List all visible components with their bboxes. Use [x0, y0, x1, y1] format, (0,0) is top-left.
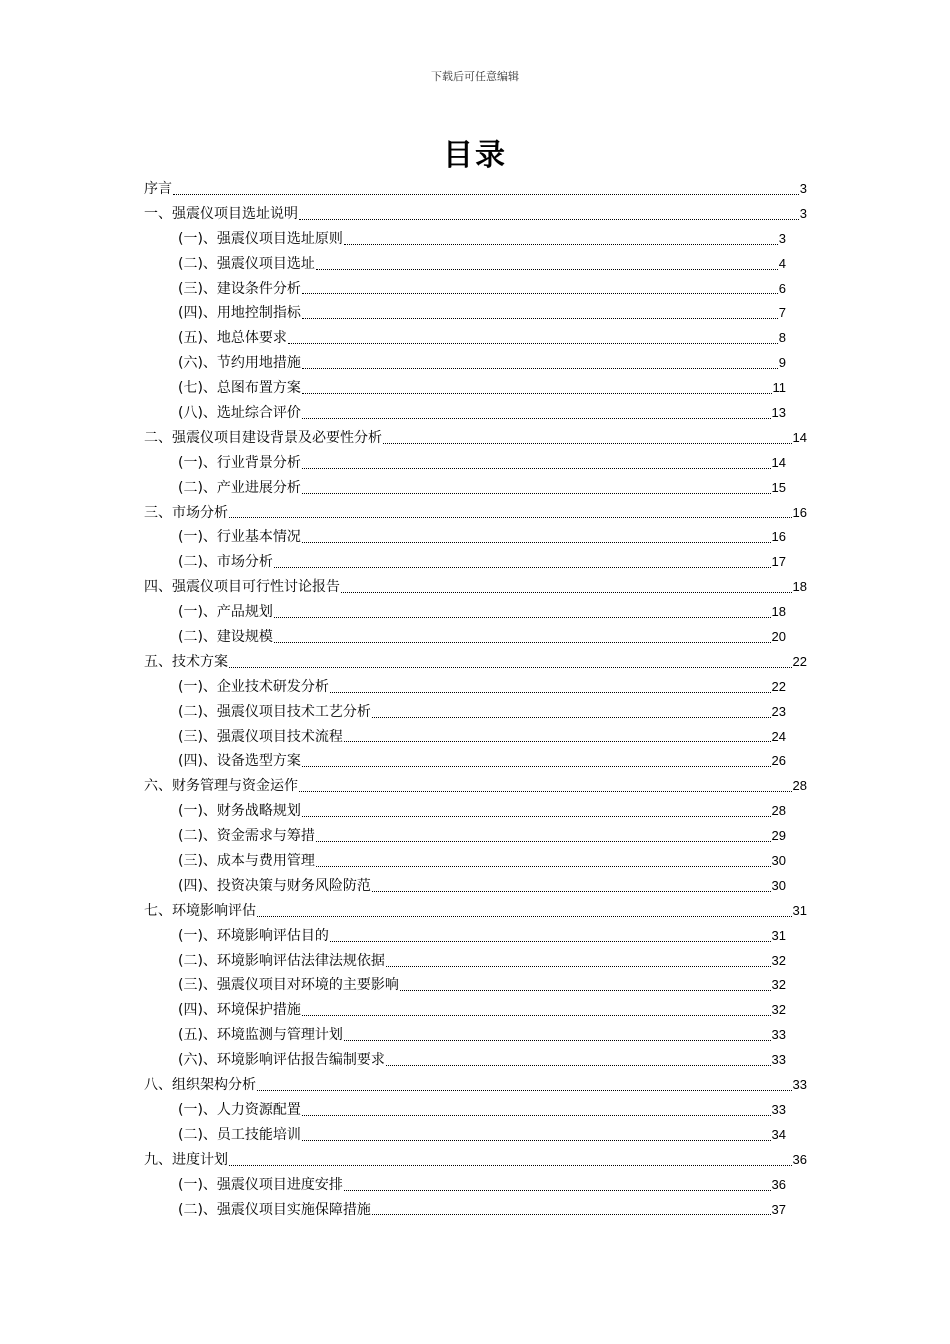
toc-dot-leader [301, 451, 772, 476]
toc-page-number: 22 [792, 653, 807, 669]
toc-page-number: 37 [771, 1201, 786, 1217]
toc-dot-leader [343, 1023, 772, 1048]
toc-dot-leader [301, 1098, 772, 1123]
toc-dot-leader [315, 824, 772, 849]
toc-page-number: 14 [771, 454, 786, 470]
toc-entry-label: (四)、环境保护措施 [178, 1002, 301, 1019]
toc-section-entry[interactable] [144, 924, 807, 949]
toc-dot-leader [329, 675, 772, 700]
toc-section-entry[interactable] [144, 949, 807, 974]
toc-entry-label: (五)、环境监测与管理计划 [178, 1027, 343, 1044]
toc-page-number: 26 [771, 753, 786, 769]
table-of-contents [144, 177, 807, 1222]
toc-section-entry[interactable] [144, 401, 807, 426]
toc-entry-label: (三)、建设条件分析 [178, 280, 301, 297]
toc-page-number: 7 [778, 305, 786, 321]
toc-entry-label: 四、强震仪项目可行性讨论报告 [144, 579, 340, 596]
toc-dot-leader [329, 924, 772, 949]
toc-dot-leader [382, 426, 793, 451]
toc-dot-leader [301, 525, 772, 550]
toc-section-entry[interactable] [144, 277, 807, 302]
toc-entry-label: (三)、强震仪项目对环境的主要影响 [178, 977, 399, 994]
toc-chapter-entry[interactable] [144, 899, 807, 924]
toc-entry-label: (二)、产业进展分析 [178, 479, 301, 496]
toc-page-number: 23 [771, 703, 786, 719]
toc-page-number: 33 [792, 1077, 807, 1093]
toc-entry-label: (一)、行业背景分析 [178, 454, 301, 471]
toc-chapter-entry[interactable] [144, 501, 807, 526]
toc-dot-leader [301, 401, 772, 426]
toc-entry-label: 六、财务管理与资金运作 [144, 778, 298, 795]
toc-page-number: 28 [771, 803, 786, 819]
toc-page-number: 14 [792, 429, 807, 445]
toc-section-entry[interactable] [144, 301, 807, 326]
toc-dot-leader [301, 476, 772, 501]
toc-entry-label: (一)、环境影响评估目的 [178, 927, 329, 944]
toc-dot-leader [343, 725, 772, 750]
toc-dot-leader [273, 600, 772, 625]
toc-entry-label: (一)、财务战略规划 [178, 803, 301, 820]
toc-section-entry[interactable] [144, 326, 807, 351]
toc-dot-leader [301, 351, 779, 376]
toc-dot-leader [301, 1123, 772, 1148]
toc-entry-label: 九、进度计划 [144, 1151, 228, 1168]
toc-entry-label: 序言 [144, 180, 172, 197]
toc-entry-label: (二)、资金需求与筹措 [178, 828, 315, 845]
toc-dot-leader [298, 202, 800, 227]
toc-entry-label: (三)、强震仪项目技术流程 [178, 728, 343, 745]
toc-dot-leader [228, 650, 793, 675]
toc-entry-label: (六)、环境影响评估报告编制要求 [178, 1052, 385, 1069]
toc-dot-leader [399, 974, 772, 999]
toc-entry-label: 二、强震仪项目建设背景及必要性分析 [144, 429, 382, 446]
toc-dot-leader [385, 1048, 772, 1073]
toc-entry-label: (二)、建设规模 [178, 629, 273, 646]
toc-page-number: 28 [792, 778, 807, 794]
toc-entry-label: (一)、人力资源配置 [178, 1101, 301, 1118]
toc-section-entry[interactable] [144, 1198, 807, 1223]
toc-page-number: 3 [778, 230, 786, 246]
toc-dot-leader [228, 1148, 793, 1173]
toc-page-number: 34 [771, 1126, 786, 1142]
toc-page-number: 36 [792, 1151, 807, 1167]
toc-page-number: 6 [778, 280, 786, 296]
toc-section-entry[interactable] [144, 1048, 807, 1073]
toc-section-entry[interactable] [144, 1023, 807, 1048]
toc-section-entry[interactable] [144, 974, 807, 999]
toc-section-entry[interactable] [144, 476, 807, 501]
toc-page-number: 11 [772, 380, 786, 396]
toc-entry-label: (四)、投资决策与财务风险防范 [178, 877, 371, 894]
toc-chapter-entry[interactable] [144, 426, 807, 451]
toc-section-entry[interactable] [144, 874, 807, 899]
toc-page-number: 32 [771, 1002, 786, 1018]
toc-dot-leader [340, 575, 793, 600]
toc-page-number: 31 [792, 902, 807, 918]
toc-page-number: 33 [771, 1027, 786, 1043]
toc-dot-leader [301, 749, 772, 774]
toc-entry-label: (四)、设备选型方案 [178, 753, 301, 770]
toc-section-entry[interactable] [144, 998, 807, 1023]
toc-dot-leader [256, 1073, 793, 1098]
toc-dot-leader [287, 326, 779, 351]
toc-entry-label: (五)、地总体要求 [178, 330, 287, 347]
toc-dot-leader [228, 501, 793, 526]
toc-section-entry[interactable] [144, 725, 807, 750]
toc-page-number: 13 [771, 405, 786, 420]
toc-dot-leader [172, 177, 800, 202]
toc-entry-label: 三、市场分析 [144, 504, 228, 521]
toc-entry-label: (八)、选址综合评价 [178, 405, 301, 421]
toc-page-number: 33 [771, 1052, 786, 1068]
toc-section-entry[interactable] [144, 675, 807, 700]
toc-entry-label: (二)、强震仪项目技术工艺分析 [178, 703, 371, 720]
toc-section-entry[interactable] [144, 550, 807, 575]
toc-page-number: 36 [771, 1176, 786, 1192]
toc-page-number: 33 [771, 1101, 786, 1117]
toc-section-entry[interactable] [144, 799, 807, 824]
toc-dot-leader [301, 998, 772, 1023]
toc-entry-label: (二)、环境影响评估法律法规依据 [178, 952, 385, 969]
toc-section-entry[interactable] [144, 600, 807, 625]
toc-section-entry[interactable] [144, 849, 807, 874]
toc-dot-leader [343, 1173, 772, 1198]
toc-entry-label: (六)、节约用地措施 [178, 355, 301, 372]
toc-dot-leader [315, 849, 772, 874]
toc-section-entry[interactable] [144, 625, 807, 650]
toc-chapter-entry[interactable] [144, 1148, 807, 1173]
toc-dot-leader [273, 550, 772, 575]
toc-section-entry[interactable] [144, 1123, 807, 1148]
toc-dot-leader [301, 799, 772, 824]
toc-entry-label: 一、强震仪项目选址说明 [144, 205, 298, 222]
toc-chapter-entry[interactable] [144, 177, 807, 202]
toc-entry-label: (二)、市场分析 [178, 554, 273, 571]
toc-page-number: 24 [771, 728, 786, 744]
toc-chapter-entry[interactable] [144, 575, 807, 600]
toc-entry-label: (一)、强震仪项目进度安排 [178, 1176, 343, 1193]
toc-page-number: 16 [771, 529, 786, 545]
toc-chapter-entry[interactable] [144, 650, 807, 675]
toc-section-entry[interactable] [144, 525, 807, 550]
toc-entry-label: (二)、强震仪项目实施保障措施 [178, 1201, 371, 1218]
toc-dot-leader [301, 277, 779, 302]
toc-entry-label: (一)、强震仪项目选址原则 [178, 230, 343, 247]
toc-dot-leader [298, 774, 793, 799]
toc-entry-label: (一)、行业基本情况 [178, 529, 301, 546]
toc-page-number: 18 [771, 604, 786, 620]
toc-page-number: 4 [778, 255, 786, 271]
header-note: 下载后可任意编辑 [431, 70, 519, 83]
toc-dot-leader [385, 949, 772, 974]
toc-page-number: 30 [771, 877, 786, 893]
toc-section-entry[interactable] [144, 376, 807, 401]
toc-entry-label: (三)、成本与费用管理 [178, 853, 315, 870]
toc-entry-label: (二)、员工技能培训 [178, 1126, 301, 1143]
toc-section-entry[interactable] [144, 700, 807, 725]
toc-entry-label: (一)、产品规划 [178, 604, 273, 621]
toc-page-number: 20 [771, 629, 786, 645]
toc-dot-leader [256, 899, 793, 924]
toc-section-entry[interactable] [144, 351, 807, 376]
toc-title: 目录 [443, 138, 507, 173]
toc-section-entry[interactable] [144, 1173, 807, 1198]
toc-page-number: 32 [771, 977, 786, 993]
toc-entry-label: (二)、强震仪项目选址 [178, 255, 315, 272]
toc-entry-label: (四)、用地控制指标 [178, 305, 301, 322]
toc-page-number: 9 [778, 355, 786, 371]
toc-page-number: 3 [799, 205, 807, 221]
toc-dot-leader [343, 227, 779, 252]
toc-section-entry[interactable] [144, 749, 807, 774]
toc-dot-leader [301, 376, 773, 401]
toc-chapter-entry[interactable] [144, 202, 807, 227]
toc-page-number: 22 [771, 678, 786, 694]
toc-section-entry[interactable] [144, 1098, 807, 1123]
toc-page-number: 8 [778, 330, 786, 346]
toc-entry-label: 五、技术方案 [144, 653, 228, 670]
toc-section-entry[interactable] [144, 252, 807, 277]
toc-page-number: 17 [771, 554, 786, 570]
toc-page-number: 18 [792, 579, 807, 595]
toc-chapter-entry[interactable] [144, 1073, 807, 1098]
toc-dot-leader [371, 700, 772, 725]
toc-section-entry[interactable] [144, 824, 807, 849]
toc-entry-label: 八、组织架构分析 [144, 1077, 256, 1094]
toc-page-number: 3 [799, 180, 807, 196]
toc-page-number: 16 [792, 504, 807, 520]
toc-page-number: 32 [771, 952, 786, 968]
toc-entry-label: (一)、企业技术研发分析 [178, 678, 329, 695]
toc-page-number: 15 [771, 479, 786, 495]
toc-section-entry[interactable] [144, 451, 807, 476]
toc-page-number: 30 [771, 853, 786, 869]
toc-chapter-entry[interactable] [144, 774, 807, 799]
toc-dot-leader [301, 301, 779, 326]
toc-dot-leader [371, 1198, 772, 1223]
toc-dot-leader [371, 874, 772, 899]
toc-page-number: 31 [771, 927, 786, 943]
toc-dot-leader [273, 625, 772, 650]
toc-dot-leader [315, 252, 779, 277]
toc-page-number: 29 [771, 828, 786, 844]
toc-section-entry[interactable] [144, 227, 807, 252]
toc-entry-label: 七、环境影响评估 [144, 902, 256, 919]
toc-entry-label: (七)、总图布置方案 [178, 380, 301, 397]
